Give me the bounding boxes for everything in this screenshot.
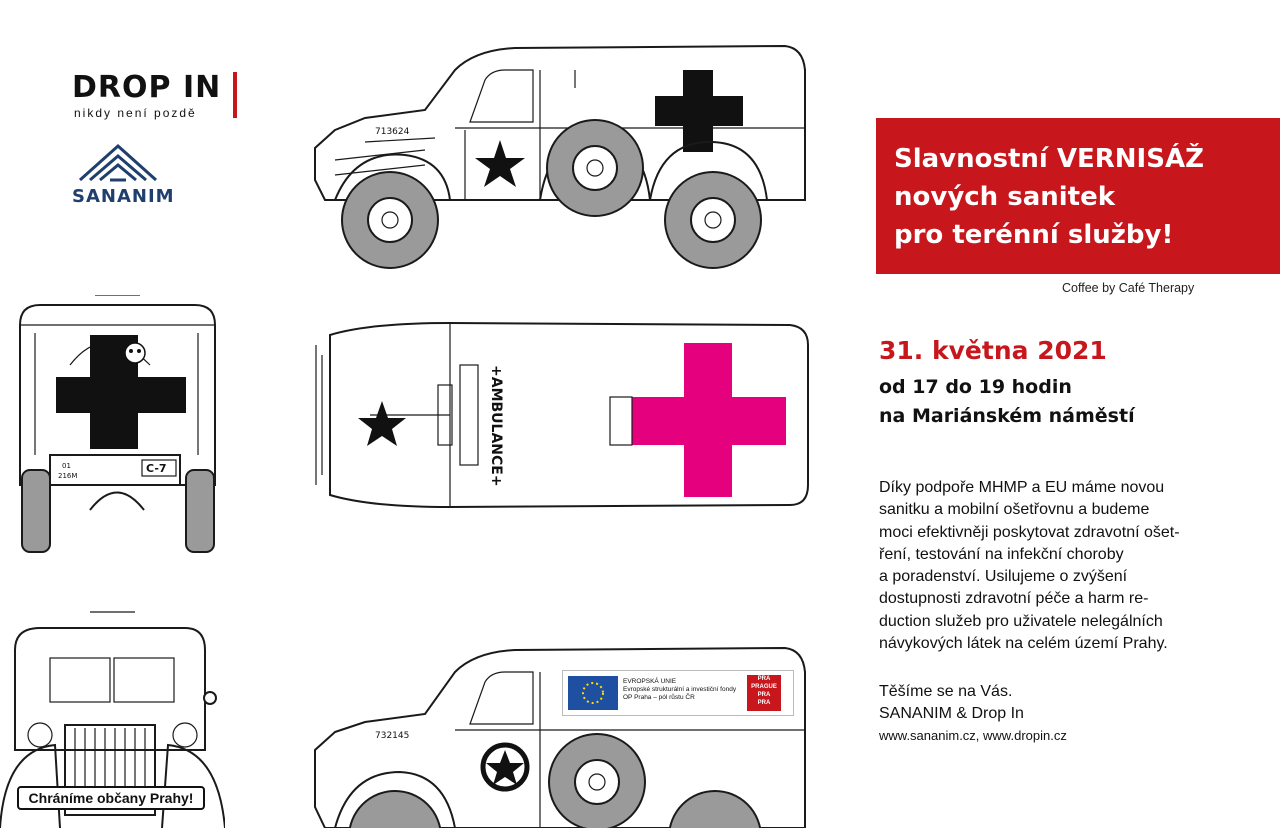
event-details (879, 373, 1135, 431)
side-plate-number-bottom: 732145 (375, 731, 410, 741)
star-icon (475, 140, 525, 187)
body-line: ření, testování na infekční choroby (879, 545, 1124, 563)
body-line: duction služeb pro uživatele nelegálních (879, 612, 1163, 630)
dropin-logo (72, 70, 272, 122)
eu-funding-panel (562, 670, 794, 716)
event-place: na Mariánském náměstí (879, 405, 1135, 427)
closing-signature: SANANIM & Drop In (879, 705, 1024, 723)
dropin-wordmark: DROP IN (72, 70, 222, 105)
dropin-tagline: nikdy není pozdě (74, 106, 197, 120)
side-plate-number-top: 713624 (375, 127, 410, 137)
rear-small-marking-1: 01 (62, 462, 71, 470)
praha-logo (747, 675, 781, 711)
ambulance-rear-view (10, 295, 225, 555)
ambulance-side-view-bottom (305, 632, 815, 828)
eu-line-2: Evropské strukturální a investiční fondy (623, 686, 737, 693)
event-time: od 17 do 19 hodin (879, 376, 1072, 398)
body-line: sanitku a mobilní ošetřovnu a budeme (879, 501, 1150, 519)
eu-line-1: EVROPSKÁ UNIE (623, 678, 677, 685)
praha-cell-3: PRAGUE (751, 684, 777, 690)
sananim-logo (72, 140, 175, 210)
ambulance-top-view (310, 315, 815, 515)
closing-greeting: Těšíme se na Vás. (879, 683, 1013, 700)
rear-black-cross-icon (56, 335, 186, 449)
top-star-icon (358, 401, 406, 446)
magenta-cross-icon (632, 343, 786, 497)
event-date: 31. května 2021 (879, 336, 1107, 365)
black-cross-icon (655, 70, 743, 152)
closing-block (879, 681, 1024, 726)
body-line: moci efektivněji poskytovat zdravotní ošet- (879, 523, 1180, 541)
ambulance-side-view-top (305, 30, 815, 270)
sananim-wordmark: SANANIM (72, 186, 175, 207)
eu-line-3: OP Praha – pól růstu ČR (623, 694, 695, 701)
coffee-credit: Coffee by Café Therapy (1062, 281, 1195, 295)
body-line: dostupnosti zdravotní péče a harm re- (879, 590, 1149, 608)
headline-box (876, 118, 1280, 274)
headline-line-1: Slavnostní VERNISÁŽ (894, 144, 1204, 174)
rear-plate: C-7 (146, 462, 167, 475)
websites-link[interactable]: www.sananim.cz, www.dropin.cz (879, 728, 1067, 743)
body-line: a poradenství. Usilujeme o zvýšení (879, 568, 1128, 586)
body-paragraph (879, 477, 1259, 655)
slogan-badge: Chráníme občany Prahy! (17, 786, 205, 810)
rear-small-marking-2: 216M (58, 472, 78, 480)
headline-line-2: nových sanitek (894, 182, 1116, 212)
body-line: Díky podpoře MHMP a EU máme novou (879, 479, 1165, 496)
praha-cell-4: PRA (757, 692, 771, 698)
praha-cell-1: PRA (757, 676, 771, 682)
eu-flag-icon (568, 676, 618, 710)
headline-line-3: pro terénní služby! (894, 220, 1174, 250)
body-line: návykových látek na celém území Prahy. (879, 635, 1168, 653)
sananim-emblem-icon (74, 140, 164, 184)
dropin-bar (233, 72, 237, 118)
roof-ambulance-label: +AMBULANCE+ (488, 365, 504, 487)
praha-cell-6: PRA (757, 700, 771, 706)
